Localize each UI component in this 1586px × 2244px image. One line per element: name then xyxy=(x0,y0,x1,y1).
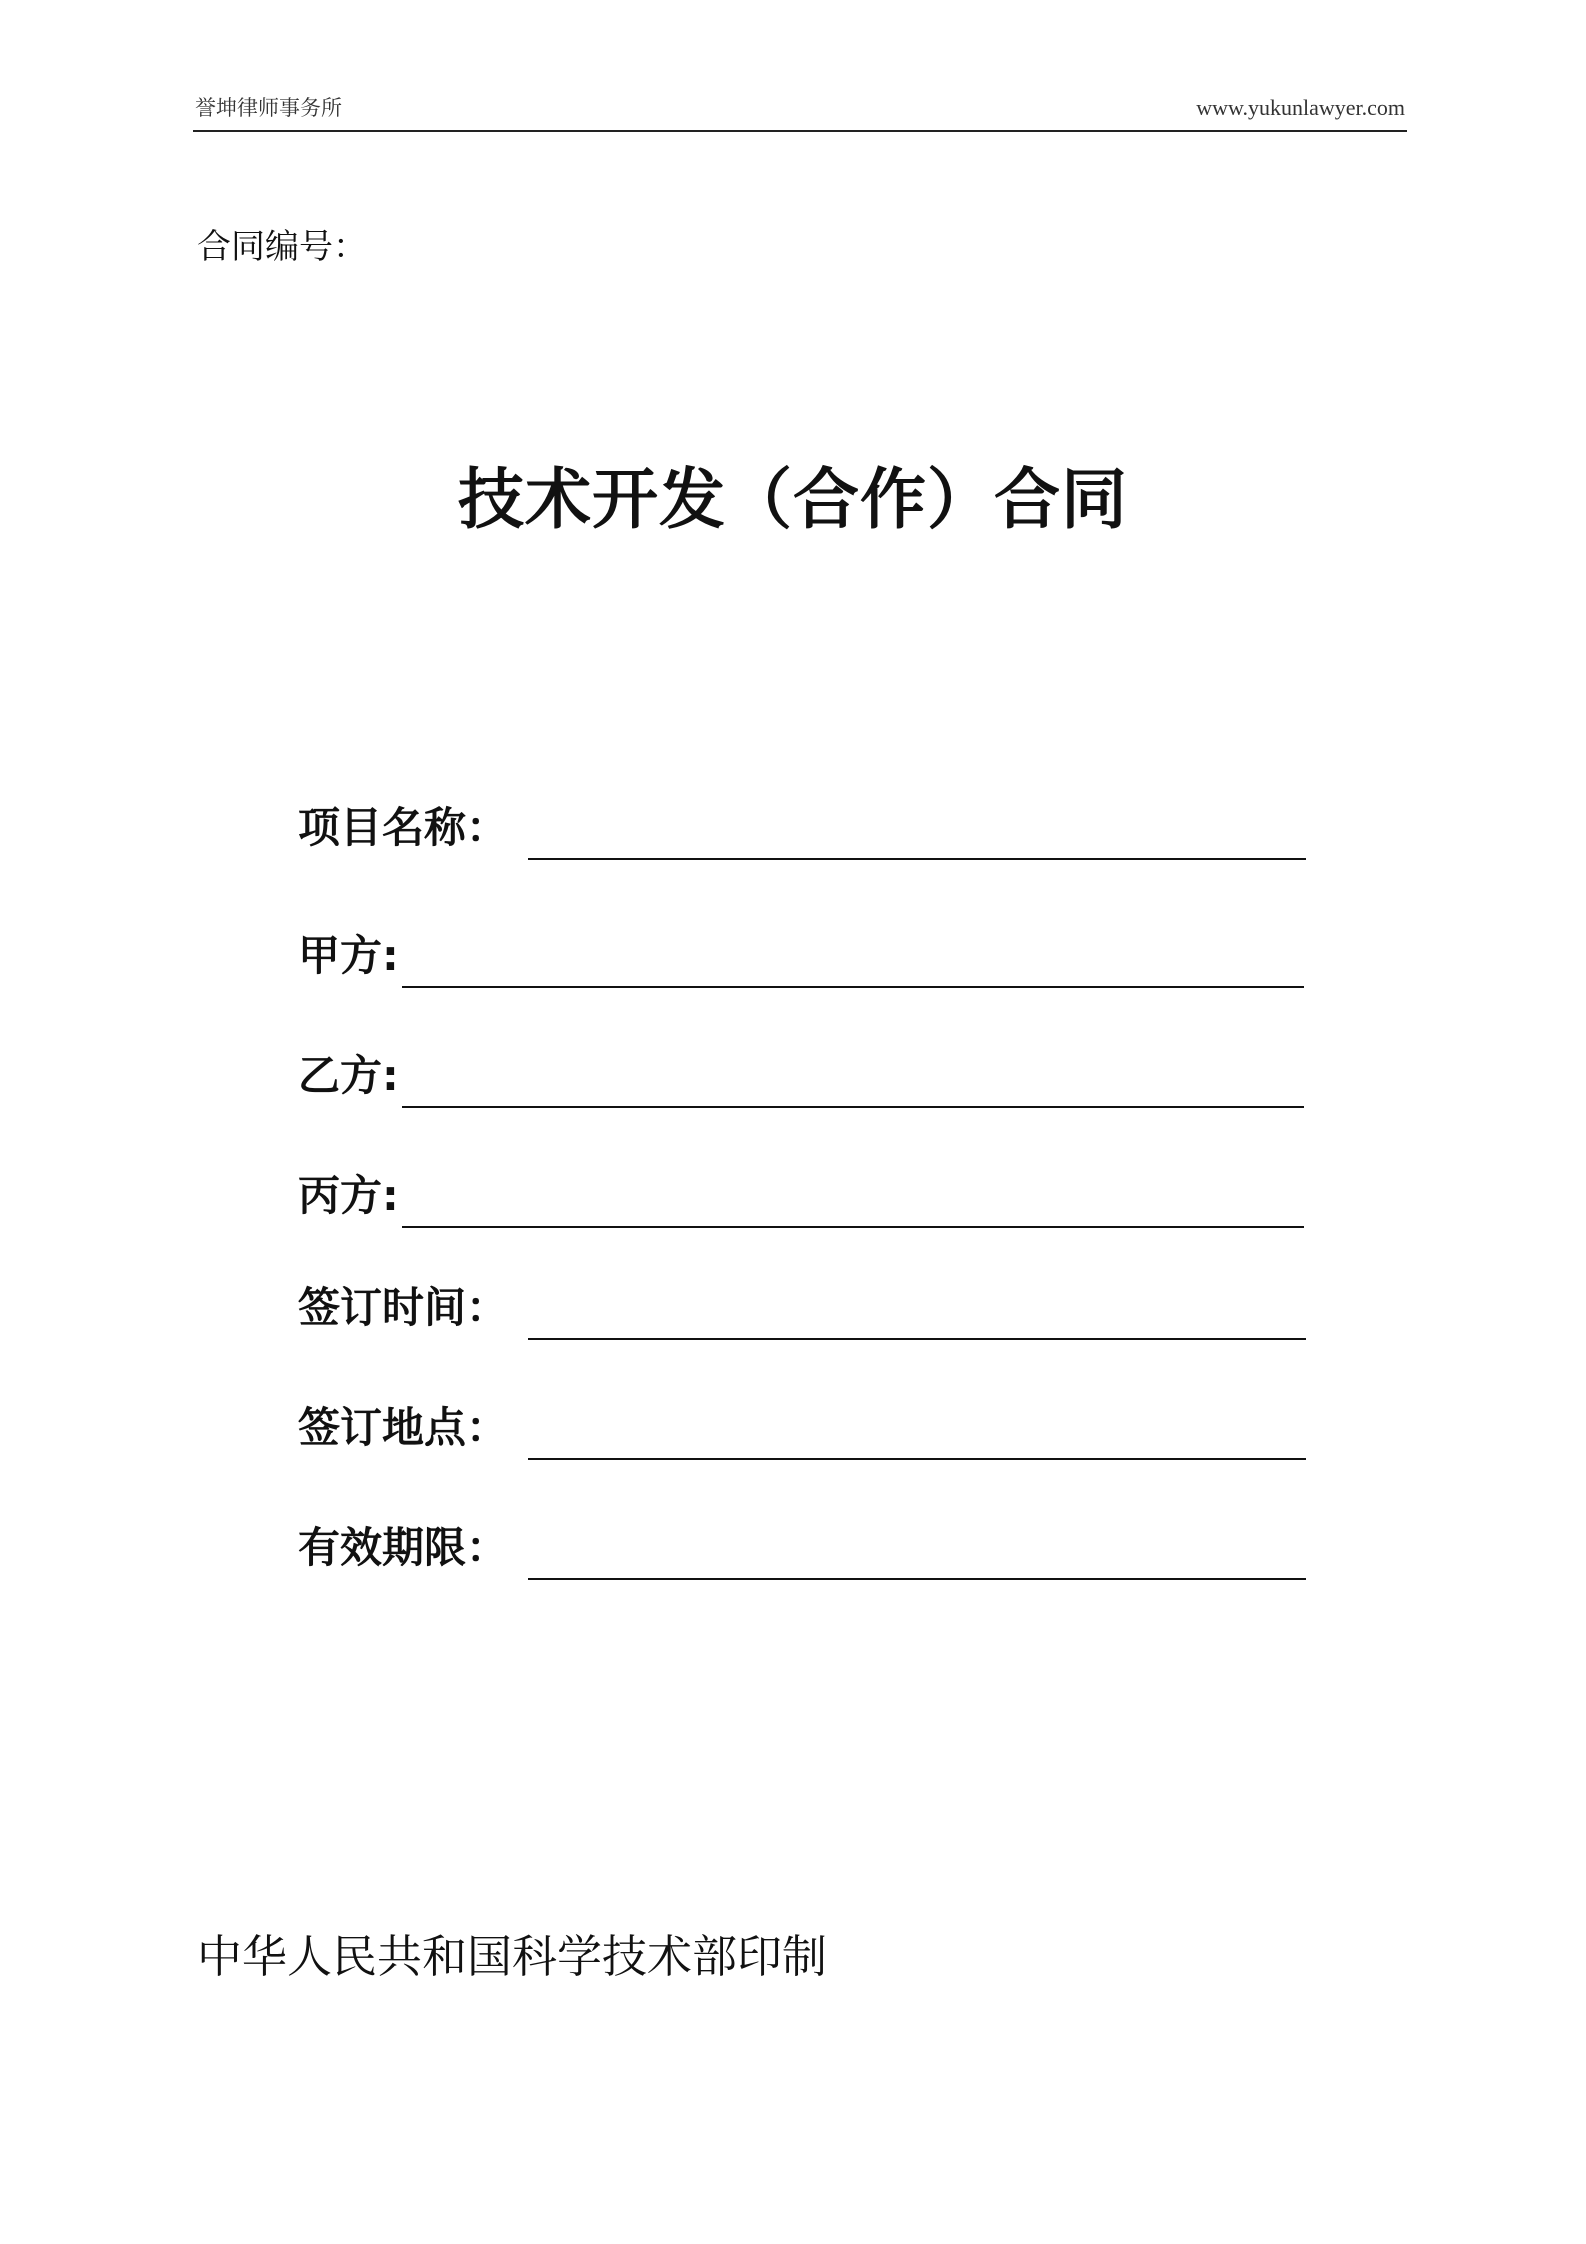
validity-period-field xyxy=(298,1520,1308,1580)
party-c-label: 丙方: xyxy=(298,1171,399,1220)
contract-number-label: 合同编号： xyxy=(197,227,367,267)
signing-place-field xyxy=(298,1400,1308,1460)
signing-date-field xyxy=(298,1280,1308,1340)
party-b-field xyxy=(298,1048,1308,1108)
firm-website-link[interactable]: www.yukunlawyer.com xyxy=(1196,95,1405,120)
signing-date-blank[interactable] xyxy=(528,1338,1306,1340)
page-header xyxy=(193,94,1407,132)
party-b-label: 乙方: xyxy=(298,1051,399,1100)
project-name-blank[interactable] xyxy=(528,858,1306,860)
project-name-label: 项目名称： xyxy=(298,803,509,852)
signing-date-label: 签订时间： xyxy=(298,1283,509,1332)
party-a-blank[interactable] xyxy=(402,986,1304,988)
party-a-label: 甲方: xyxy=(298,931,399,980)
signing-place-label: 签订地点： xyxy=(298,1403,509,1452)
party-c-blank[interactable] xyxy=(402,1226,1304,1228)
validity-period-blank[interactable] xyxy=(528,1578,1306,1580)
document-title: 技术开发（合作）合同 xyxy=(458,461,1128,538)
party-a-field xyxy=(298,928,1308,988)
party-c-field xyxy=(298,1168,1308,1228)
firm-name: 誉坤律师事务所 xyxy=(195,96,342,120)
party-b-blank[interactable] xyxy=(402,1106,1304,1108)
project-name-field xyxy=(298,800,1308,860)
issuer-footer: 中华人民共和国科学技术部印制 xyxy=(197,1930,828,1983)
signing-place-blank[interactable] xyxy=(528,1458,1306,1460)
validity-period-label: 有效期限： xyxy=(298,1523,509,1572)
